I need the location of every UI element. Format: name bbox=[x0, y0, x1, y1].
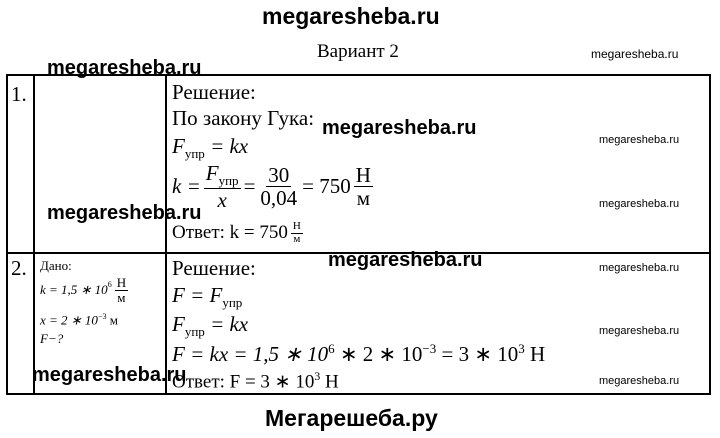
task1-solution-label: Решение: bbox=[172, 80, 256, 104]
watermark: megaresheba.ru bbox=[32, 364, 187, 386]
watermark: megaresheba.ru bbox=[599, 375, 680, 387]
watermark: megaresheba.ru bbox=[47, 202, 202, 224]
watermark: megaresheba.ru bbox=[322, 117, 477, 139]
watermark: megaresheba.ru bbox=[47, 57, 202, 79]
task2-given-label: Дано: bbox=[40, 258, 72, 273]
header-site-small: megaresheba.ru bbox=[591, 47, 679, 61]
task2-given-k: k = 1,5 ∗ 10 $^6$ $\frac{Н}{м}$ bbox=[40, 275, 127, 305]
task2-given-f: F−? bbox=[40, 331, 64, 346]
task2-number: 2. bbox=[11, 256, 27, 280]
task2-eq1: $F = F_{упр}$ bbox=[172, 283, 243, 311]
variant-title: Вариант 2 bbox=[317, 41, 399, 62]
task1-law: По закону Гука: bbox=[172, 106, 315, 130]
watermark: megaresheba.ru bbox=[599, 134, 680, 146]
header-site: megaresheba.ru bbox=[262, 3, 440, 29]
task2-solution-label: Решение: bbox=[172, 256, 256, 280]
task1-number: 1. bbox=[11, 82, 27, 106]
watermark: megaresheba.ru bbox=[599, 198, 680, 210]
task1-answer: Ответ: k = 750 $\frac{Н}{м}$ bbox=[172, 220, 301, 245]
task2-given-x: x = 2 ∗ $10^{-3}$ м bbox=[40, 312, 118, 328]
task2-eq2: $F_{упр}$ = kx bbox=[172, 312, 249, 340]
watermark: megaresheba.ru bbox=[328, 249, 483, 271]
task2-answer: Ответ: F = 3 ∗ $10^3$ Н bbox=[172, 370, 339, 393]
task1-eq2: k = $\frac{F_{упр}}{x}$ = $\frac{30}{0,04}$ = 750 $\frac{Н}{м}$ bbox=[172, 161, 371, 212]
watermark: megaresheba.ru bbox=[599, 325, 680, 337]
watermark: megaresheba.ru bbox=[599, 262, 680, 274]
task1-eq1: $F_{упр}$ = kx bbox=[172, 134, 249, 162]
footer-site: Мегарешеба.ру bbox=[265, 405, 438, 431]
task2-eq3: F = kx = 1,5 ∗ $10^6$ ∗ 2 ∗ $10^{-3} = 3$ ∗ $10^3$ Н bbox=[172, 341, 546, 366]
